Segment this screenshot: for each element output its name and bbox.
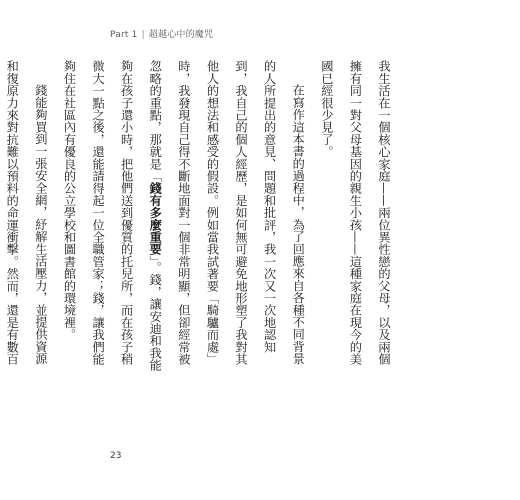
emphasized-phrase: 錢有多麼重要 <box>148 182 163 256</box>
section-title: 超越心中的魔咒 <box>148 30 214 40</box>
header-separator: | <box>141 30 145 40</box>
text-run: 」。錢，讓安迪和我能夠在孩子還小時，把他們送到優質的托兒所，而在孩子稍微大一點之後，還能請得起一位全職管家；錢，讓我們能夠住在社區內有優良的公立學校和圖書館的環境裡。 <box>62 60 163 372</box>
text-run: 錢能夠買到一張安全網，紓解生活壓力，並提供資源和復原力來對抗難以預料的命運衝擊。然而，還是有數百 <box>5 60 48 365</box>
body-text <box>5 60 398 372</box>
body-paragraph <box>0 60 55 372</box>
body-paragraph <box>55 60 312 372</box>
running-header <box>110 27 213 40</box>
page-number: 23 <box>110 451 122 461</box>
text-run: 在寫作這本書的過程中，為了回應來自各種不同背景的人所提出的意見、問題和批評，我一次又一次地認知到，我自己的個人經歷，是如何無可避免地形塑了我對其他人的想法和感受的假設。例如當我試著要「騎驢而處」時，我發現自己得不斷地面對一個非常明顯，但卻經常被忽略的重點，那就是「 <box>148 60 306 365</box>
text-run: 我生活在一個核心家庭——兩位異性戀的父母，以及兩個擁有同一對父母基因的親生小孩——這種家庭在現今的美國已經很少見了。 <box>319 60 391 365</box>
part-label: Part 1 <box>110 30 138 40</box>
body-paragraph <box>312 60 398 372</box>
